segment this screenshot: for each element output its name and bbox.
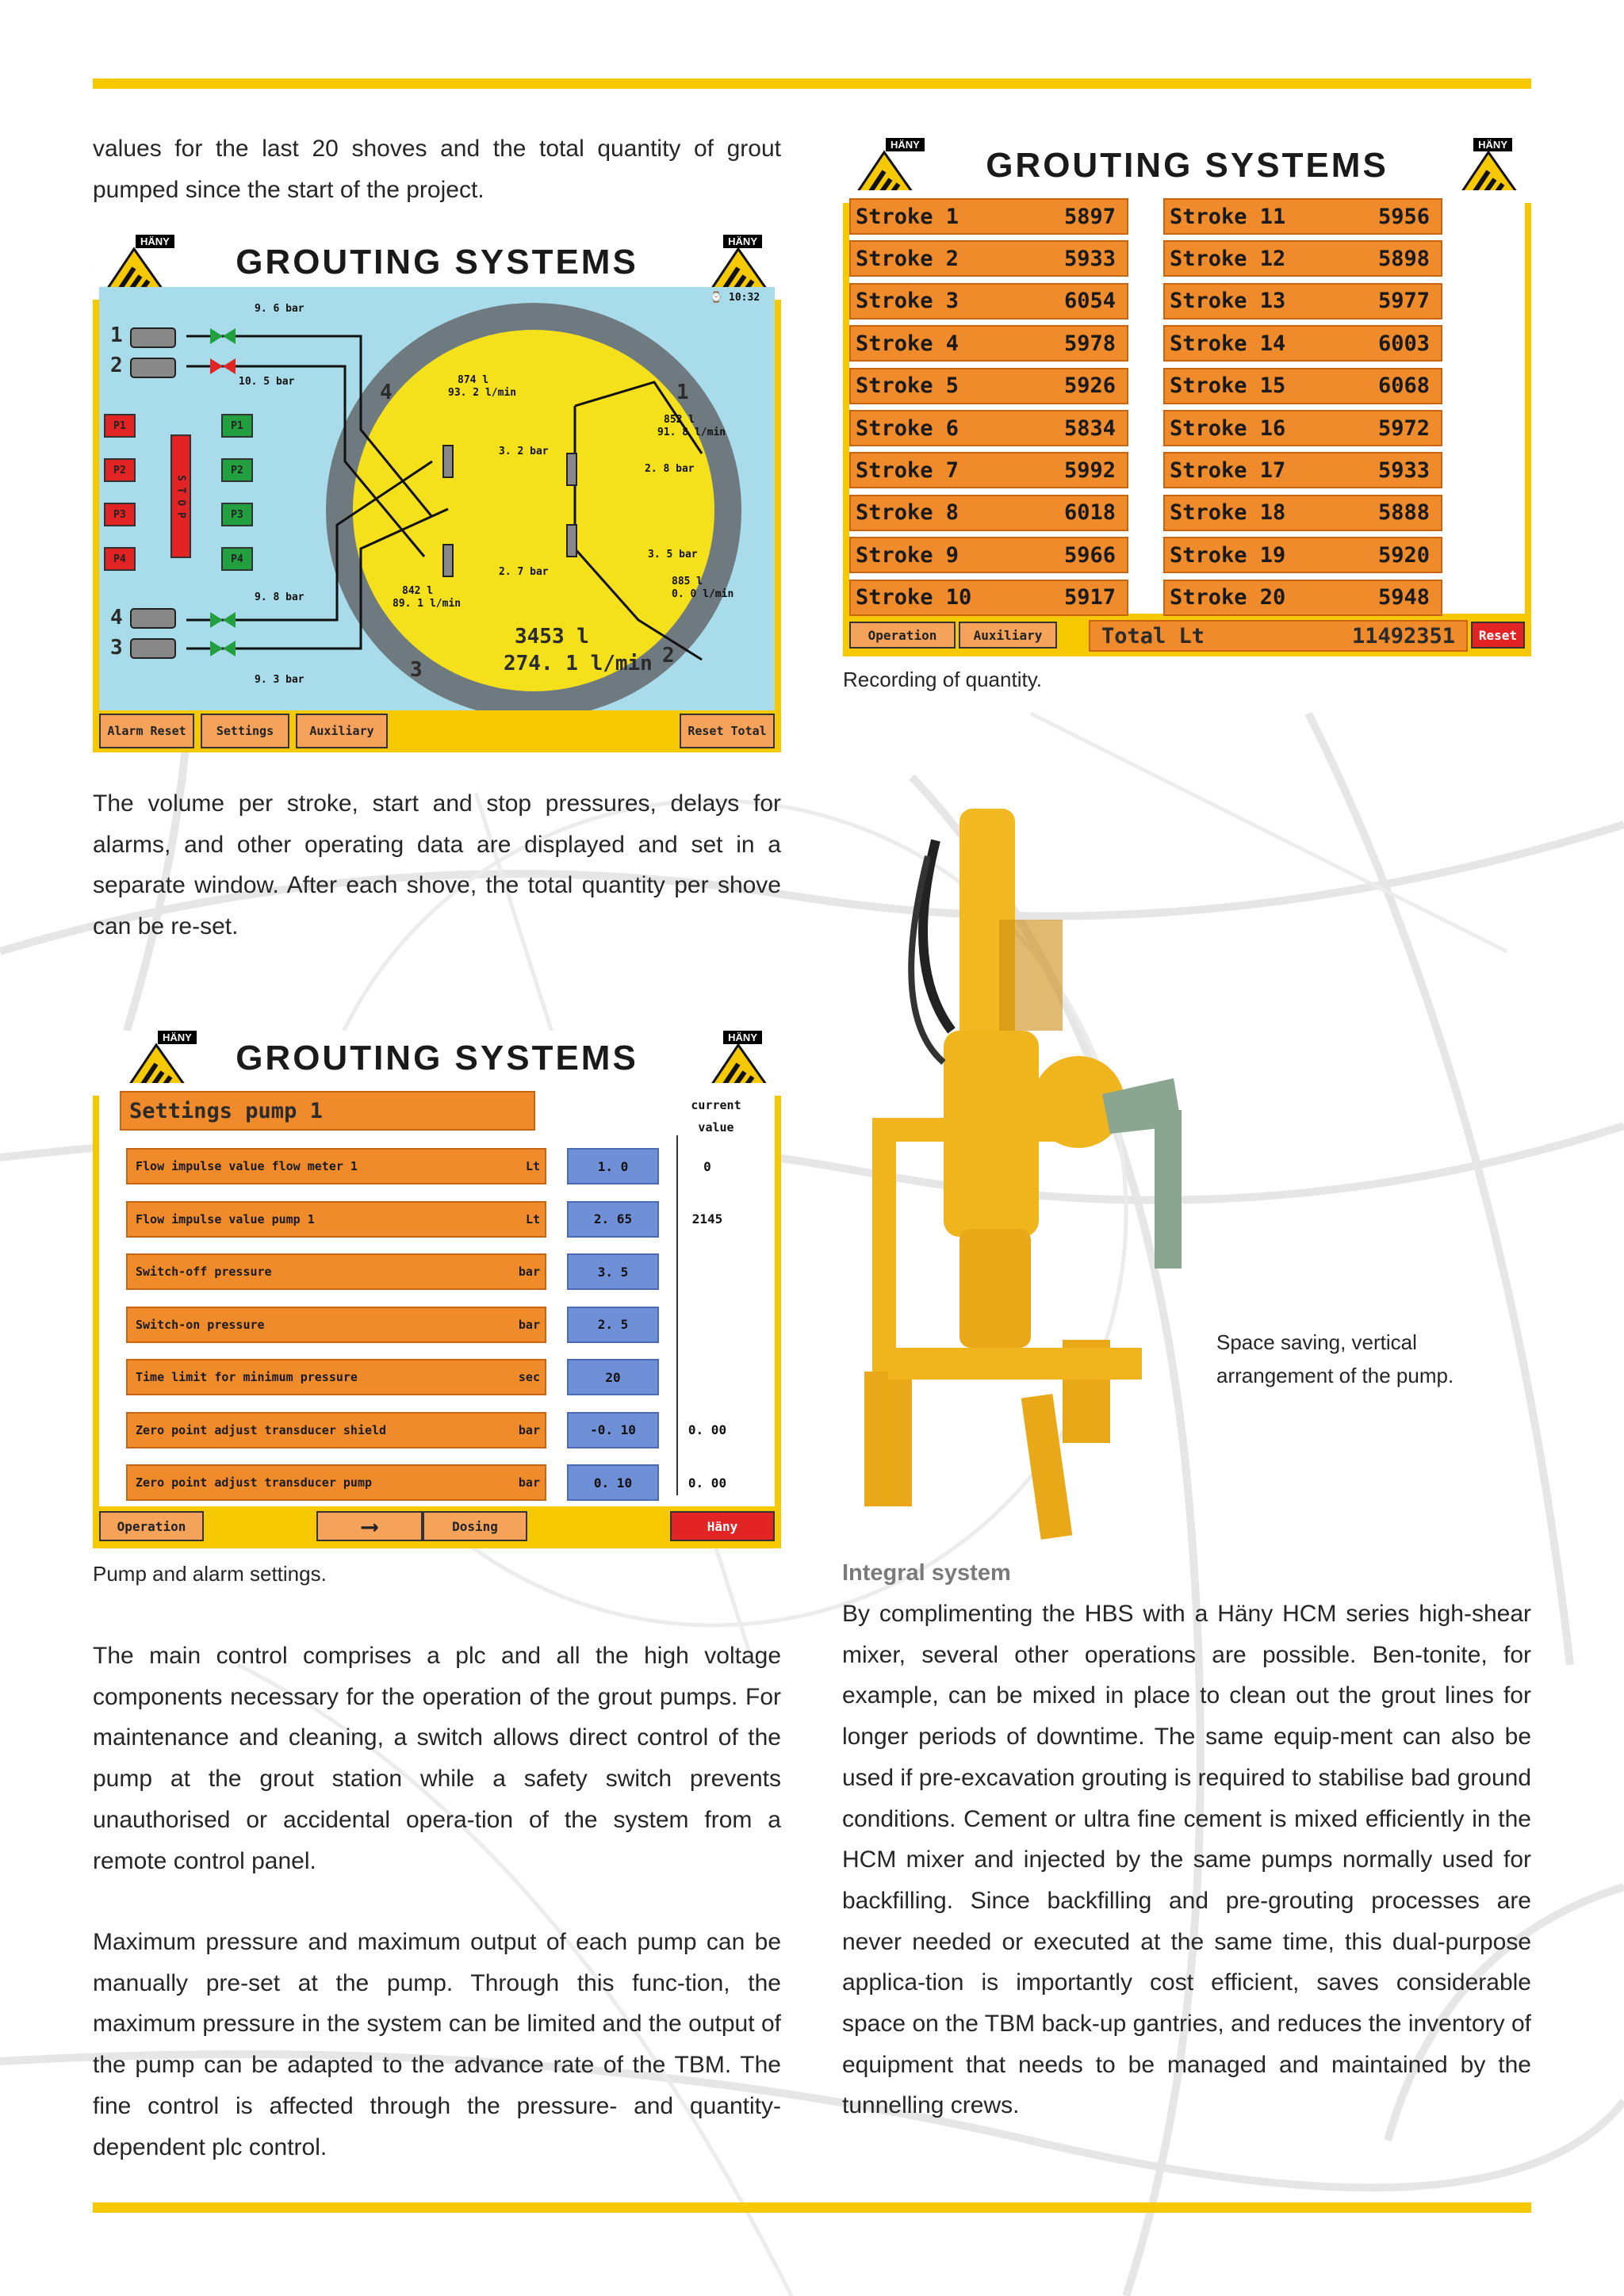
- ring-port-label: 3: [410, 658, 423, 682]
- setting-current-value: 0. 00: [688, 1422, 727, 1437]
- hazard-stripes-icon: [1457, 149, 1522, 197]
- setting-unit: bar: [518, 1475, 540, 1490]
- auxiliary-button[interactable]: Auxiliary: [959, 622, 1057, 649]
- stop-button[interactable]: S T O P: [170, 434, 191, 558]
- stroke-value: 5966: [1063, 542, 1116, 568]
- dosing-button[interactable]: Dosing: [423, 1511, 527, 1541]
- intro-paragraph: values for the last 20 shoves and the total quantity of grout pumped since the start of the project.: [93, 136, 781, 203]
- stroke-cell: [849, 240, 1128, 277]
- brand-tag: HÄNY: [723, 235, 762, 248]
- stroke-label: Stroke 13: [1170, 289, 1286, 314]
- setting-row-label: [126, 1253, 546, 1290]
- stroke-label: Stroke 7: [856, 457, 959, 483]
- stroke-cell: [849, 580, 1128, 616]
- settings-paragraph: The volume per stroke, start and stop pressures, delays for alarms, and other operating data are displayed and set in a separate window. After each shove, the total quantity per shove can be re-set.: [93, 790, 781, 940]
- setting-name: Time limit for minimum pressure: [136, 1370, 358, 1384]
- arrow-right-icon[interactable]: ⟶: [316, 1511, 423, 1541]
- current-value-header: current value: [691, 1098, 741, 1135]
- stroke-cell: [849, 410, 1128, 446]
- pump-caption: Space saving, vertical arrangement of the pump.: [1216, 1330, 1454, 1387]
- right-pump-p1-button[interactable]: P1: [221, 414, 253, 438]
- port-1-volume: 852 l: [664, 414, 695, 426]
- total-label: Total Lt: [1101, 623, 1205, 649]
- line-label: 1: [110, 323, 123, 347]
- hazard-stripes-icon: [707, 1042, 772, 1089]
- setting-name: Switch-on pressure: [136, 1317, 265, 1332]
- stroke-cell: [849, 283, 1128, 320]
- alarm-reset-button[interactable]: Alarm Reset: [99, 714, 194, 748]
- stroke-value: 5917: [1063, 585, 1116, 610]
- pressure-reading: 2. 7 bar: [499, 566, 549, 578]
- settings-title: Settings pump 1: [120, 1091, 535, 1131]
- stroke-value: 5977: [1377, 289, 1430, 314]
- right-pump-p3-button[interactable]: P3: [221, 503, 253, 526]
- settings-screen: [93, 1031, 781, 1548]
- screen-title: GROUTING SYSTEMS: [986, 146, 1388, 185]
- setting-value-input[interactable]: 3. 5: [567, 1253, 659, 1290]
- pressure-reading: 2. 8 bar: [645, 463, 695, 475]
- auxiliary-button[interactable]: Auxiliary: [296, 714, 388, 748]
- setting-name: Flow impulse value pump 1: [136, 1211, 315, 1226]
- setting-value-input[interactable]: 20: [567, 1359, 659, 1395]
- stroke-cell: [1163, 452, 1442, 488]
- stroke-value: 5933: [1377, 457, 1430, 483]
- setting-unit: Lt: [525, 1159, 540, 1173]
- stroke-value: 5834: [1063, 415, 1116, 441]
- stroke-value: 5926: [1063, 373, 1116, 399]
- bottom-accent-rule: [93, 2202, 1531, 2213]
- setting-name: Flow impulse value flow meter 1: [136, 1159, 358, 1173]
- setting-name: Zero point adjust transducer pump: [136, 1475, 373, 1490]
- stroke-label: Stroke 11: [1170, 204, 1286, 229]
- pressure-reading: 3. 5 bar: [648, 549, 698, 561]
- ring-port-label: 1: [676, 381, 689, 404]
- stroke-cell: [849, 452, 1128, 488]
- total-value: 11492351: [1351, 623, 1455, 649]
- stroke-label: Stroke 6: [856, 415, 959, 441]
- stroke-value: 5920: [1377, 542, 1430, 568]
- right-pump-p2-button[interactable]: P2: [221, 458, 253, 482]
- screen-title: GROUTING SYSTEMS: [236, 243, 638, 281]
- setting-unit: sec: [518, 1370, 540, 1384]
- stroke-label: Stroke 1: [856, 204, 959, 229]
- stroke-cell: [849, 368, 1128, 404]
- stroke-value: 5897: [1063, 204, 1116, 229]
- stroke-label: Stroke 5: [856, 373, 959, 399]
- brand-tag: HÄNY: [158, 1031, 197, 1044]
- setting-value-input[interactable]: -0. 10: [567, 1412, 659, 1448]
- stroke-value: 5933: [1063, 246, 1116, 271]
- quantity-caption: Recording of quantity.: [843, 668, 1042, 691]
- total-volume: 3453 l: [515, 625, 589, 649]
- stroke-label: Stroke 9: [856, 542, 959, 568]
- stroke-cell: [1163, 283, 1442, 320]
- setting-name: Zero point adjust transducer shield: [136, 1422, 387, 1437]
- clock-readout: ⌚ 10:32: [710, 292, 760, 304]
- stroke-value: 5978: [1063, 331, 1116, 356]
- stroke-value: 6068: [1377, 373, 1430, 399]
- stroke-label: Stroke 3: [856, 289, 959, 314]
- line-label: 2: [110, 354, 123, 377]
- setting-current-value: [673, 1253, 741, 1290]
- stroke-label: Stroke 16: [1170, 415, 1286, 441]
- hazard-stripes-icon: [707, 246, 772, 293]
- line-label: 4: [110, 606, 123, 629]
- top-accent-rule: [93, 78, 1531, 89]
- pressure-reading: 3. 2 bar: [499, 446, 549, 457]
- stroke-label: Stroke 10: [856, 585, 972, 610]
- stroke-label: Stroke 8: [856, 500, 959, 526]
- left-pump-p4-button[interactable]: P4: [104, 547, 136, 571]
- stroke-value: 5948: [1377, 585, 1430, 610]
- stroke-label: Stroke 15: [1170, 373, 1286, 399]
- stroke-cell: [1163, 537, 1442, 573]
- stroke-label: Stroke 19: [1170, 542, 1286, 568]
- setting-name: Switch-off pressure: [136, 1265, 272, 1279]
- setting-current-value: [673, 1307, 741, 1343]
- brand-tag: HÄNY: [1473, 138, 1512, 151]
- reset-button[interactable]: Reset: [1471, 622, 1525, 649]
- stroke-value: 6003: [1377, 331, 1430, 356]
- stroke-cell: [1163, 410, 1442, 446]
- grout-pump-photo: [841, 793, 1237, 1570]
- stroke-cell: [1163, 580, 1442, 616]
- stroke-value: 5898: [1377, 246, 1430, 271]
- pressure-paragraph: Maximum pressure and maximum output of each pump can be manually pre-set at the pump. Through this func-tion, the maximum pressure in the system can be limited and the output of the pump can be adapted to the advance rate of the TBM. The fine control is affected through the pressure- and quantity-dependent plc control.: [93, 1929, 781, 2160]
- stroke-label: Stroke 14: [1170, 331, 1286, 356]
- stroke-cell: [849, 495, 1128, 531]
- stroke-label: Stroke 17: [1170, 457, 1286, 483]
- setting-unit: bar: [518, 1317, 540, 1332]
- settings-caption: Pump and alarm settings.: [93, 1562, 327, 1586]
- setting-value-input[interactable]: 2. 5: [567, 1307, 659, 1343]
- setting-unit: bar: [518, 1265, 540, 1279]
- pressure-line-1: 9. 6 bar: [255, 303, 304, 315]
- setting-row-label: [126, 1464, 546, 1501]
- setting-unit: bar: [518, 1422, 540, 1437]
- line-label: 3: [110, 636, 123, 660]
- setting-value-input[interactable]: 2. 65: [567, 1201, 659, 1238]
- stroke-cell: [1163, 495, 1442, 531]
- stroke-value: 6054: [1063, 289, 1116, 314]
- port-2-volume: 885 l: [672, 576, 703, 587]
- stroke-cell: [849, 325, 1128, 362]
- stroke-value: 5992: [1063, 457, 1116, 483]
- stroke-value: 5888: [1377, 500, 1430, 526]
- pressure-line-3: 9. 3 bar: [255, 674, 304, 686]
- stroke-label: Stroke 12: [1170, 246, 1286, 271]
- left-pump-p2-button[interactable]: P2: [104, 458, 136, 482]
- left-pump-p1-button[interactable]: P1: [104, 414, 136, 438]
- reset-total-button[interactable]: Reset Total: [680, 714, 775, 748]
- screen-title: GROUTING SYSTEMS: [236, 1039, 638, 1077]
- port-3-volume: 842 l: [402, 585, 434, 597]
- stroke-cell: [1163, 198, 1442, 235]
- pressure-line-4: 9. 8 bar: [255, 591, 304, 603]
- setting-row-label: [126, 1148, 546, 1184]
- stroke-label: Stroke 20: [1170, 585, 1286, 610]
- setting-row-label: [126, 1201, 546, 1238]
- setting-row-label: [126, 1359, 546, 1395]
- left-pump-p3-button[interactable]: P3: [104, 503, 136, 526]
- setting-current-value: 0. 00: [688, 1475, 727, 1490]
- total-field: [1089, 620, 1468, 652]
- port-4-rate: 93. 2 l/min: [448, 387, 517, 399]
- stroke-value: 5956: [1377, 204, 1430, 229]
- stroke-cell: [1163, 325, 1442, 362]
- port-4-volume: 874 l: [458, 374, 489, 386]
- stroke-value: 5972: [1377, 415, 1430, 441]
- operation-button[interactable]: Operation: [849, 622, 956, 649]
- overview-screen: [93, 235, 781, 752]
- stroke-label: Stroke 18: [1170, 500, 1286, 526]
- setting-current-value: 0: [703, 1158, 711, 1174]
- integral-system-heading: Integral system: [842, 1560, 1011, 1586]
- pressure-line-2: 10. 5 bar: [239, 376, 295, 388]
- hany-button[interactable]: Häny: [670, 1511, 775, 1541]
- control-paragraph: The main control comprises a plc and all the high voltage components necessary for the operation of the grout pumps. For maintenance and cleaning, a switch allows direct control of the pump at the grout station while a safety switch prevents unauthorised or accidental opera-tion of the system from a remote control panel.: [93, 1643, 781, 1874]
- setting-row-label: [126, 1412, 546, 1448]
- setting-unit: Lt: [525, 1211, 540, 1226]
- port-2-rate: 0. 0 l/min: [672, 588, 734, 600]
- operation-button[interactable]: Operation: [99, 1511, 204, 1541]
- ring-port-label: 2: [662, 644, 675, 668]
- setting-current-value: 2145: [691, 1211, 723, 1226]
- stroke-label: Stroke 2: [856, 246, 959, 271]
- setting-row-label: [126, 1307, 546, 1343]
- stroke-cell: [1163, 240, 1442, 277]
- ring-port-label: 4: [380, 381, 393, 404]
- total-rate: 274. 1 l/min: [504, 652, 653, 675]
- integral-system-paragraph: By complimenting the HBS with a Häny HCM series high-shear mixer, several other operations are possible. Ben-tonite, for example, can be mixed in place to clean out the grout lines for longer periods of downtime. The same equip-ment can also be used if pre-excavation grouting is required to stabilise bad ground conditions. Cement or ultra fine cement is mixed efficiently in the HCM mixer and injected by the same pumps normally used for backfilling. Since backfilling and pre-grouting processes are never needed or executed at the same time, this dual-purpose applica-tion is importantly cost efficient, saves considerable space on the TBM back-up gantries, and reduces the inventory of equipment that needs to be managed and maintained by the tunnelling crews.: [842, 1601, 1531, 2119]
- port-3-rate: 89. 1 l/min: [393, 598, 462, 610]
- right-pump-p4-button[interactable]: P4: [221, 547, 253, 571]
- brand-tag: HÄNY: [136, 235, 174, 248]
- stroke-cell: [849, 537, 1128, 573]
- stroke-cell: [1163, 368, 1442, 404]
- brand-tag: HÄNY: [886, 138, 925, 151]
- setting-current-value: [673, 1359, 741, 1395]
- setting-value-input[interactable]: 0. 10: [567, 1464, 659, 1501]
- diagram-panel: [99, 287, 775, 710]
- stroke-value: 6018: [1063, 500, 1116, 526]
- brand-tag: HÄNY: [723, 1031, 762, 1044]
- settings-button[interactable]: Settings: [201, 714, 289, 748]
- port-1-rate: 91. 8 l/min: [657, 427, 726, 438]
- setting-value-input[interactable]: 1. 0: [567, 1148, 659, 1184]
- stroke-cell: [849, 198, 1128, 235]
- strokes-screen: [843, 138, 1531, 656]
- stroke-label: Stroke 4: [856, 331, 959, 356]
